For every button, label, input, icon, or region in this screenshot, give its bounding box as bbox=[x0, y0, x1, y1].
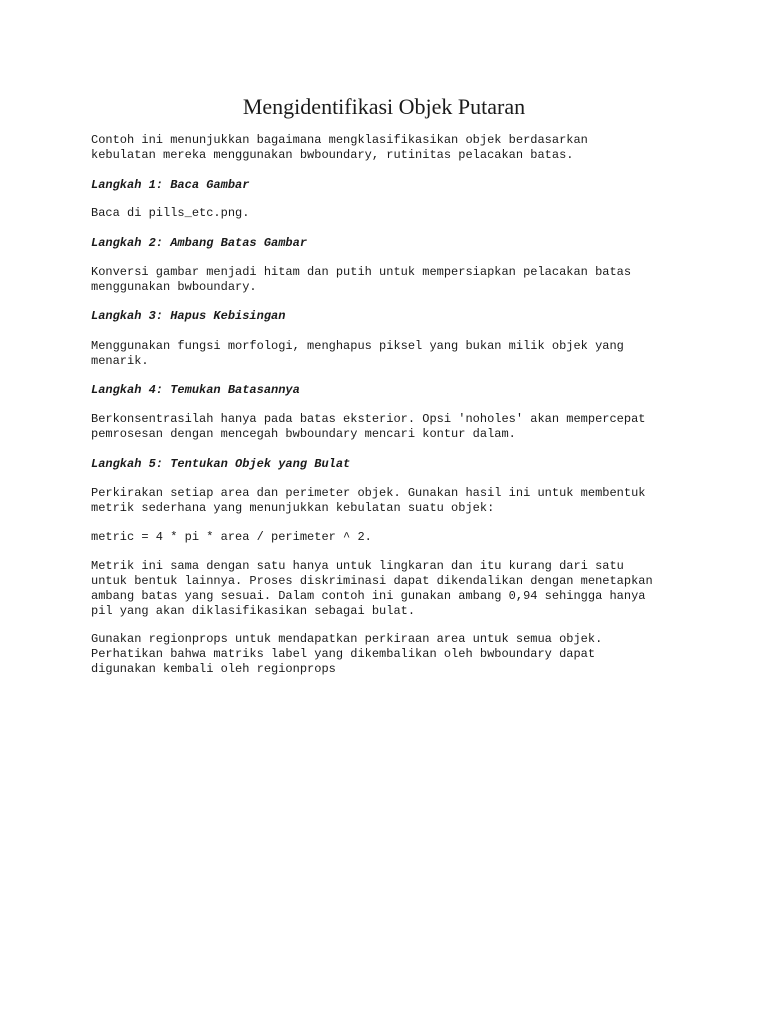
step-4-body: Berkonsentrasilah hanya pada batas eksterior. Opsi 'noholes' akan mempercepat pemrosesan dengan mencegah bwboundary mencari kontur dalam. bbox=[91, 412, 646, 441]
intro-paragraph: Contoh ini menunjukkan bagaimana mengklasifikasikan objek berdasarkan kebulatan mereka menggunakan bwboundary, rutinitas pelacakan batas. bbox=[91, 133, 588, 162]
explanation-paragraph: Metrik ini sama dengan satu hanya untuk lingkaran dan itu kurang dari satu untuk bentuk lainnya. Proses diskriminasi dapat dikendalikan dengan menetapkan ambang batas yang sesuai. Dalam contoh ini gunakan ambang 0,94 sehingga hanya pil yang akan diklasifikasikan sebagai bulat. bbox=[91, 559, 653, 618]
step-5-body: Perkirakan setiap area dan perimeter objek. Gunakan hasil ini untuk membentuk metrik sederhana yang menunjukkan kebulatan suatu objek: bbox=[91, 486, 646, 515]
step-1-heading: Langkah 1: Baca Gambar bbox=[91, 178, 250, 192]
step-3-body: Menggunakan fungsi morfologi, menghapus piksel yang bukan milik objek yang menarik. bbox=[91, 339, 624, 368]
step-2-heading: Langkah 2: Ambang Batas Gambar bbox=[91, 236, 308, 250]
step-5-heading: Langkah 5: Tentukan Objek yang Bulat bbox=[91, 457, 351, 471]
closing-paragraph: Gunakan regionprops untuk mendapatkan perkiraan area untuk semua objek. Perhatikan bahwa matriks label yang dikembalikan oleh bwboundary dapat digunakan kembali oleh regionprops bbox=[91, 632, 603, 676]
page-title: Mengidentifikasi Objek Putaran bbox=[242, 94, 526, 119]
step-1-body: Baca di pills_etc.png. bbox=[91, 206, 250, 220]
step-3-heading: Langkah 3: Hapus Kebisingan bbox=[91, 309, 286, 323]
step-2-body: Konversi gambar menjadi hitam dan putih untuk mempersiapkan pelacakan batas menggunakan bwboundary. bbox=[91, 265, 632, 294]
step-4-heading: Langkah 4: Temukan Batasannya bbox=[91, 383, 300, 397]
formula-line: metric = 4 * pi * area / perimeter ^ 2. bbox=[91, 530, 372, 544]
